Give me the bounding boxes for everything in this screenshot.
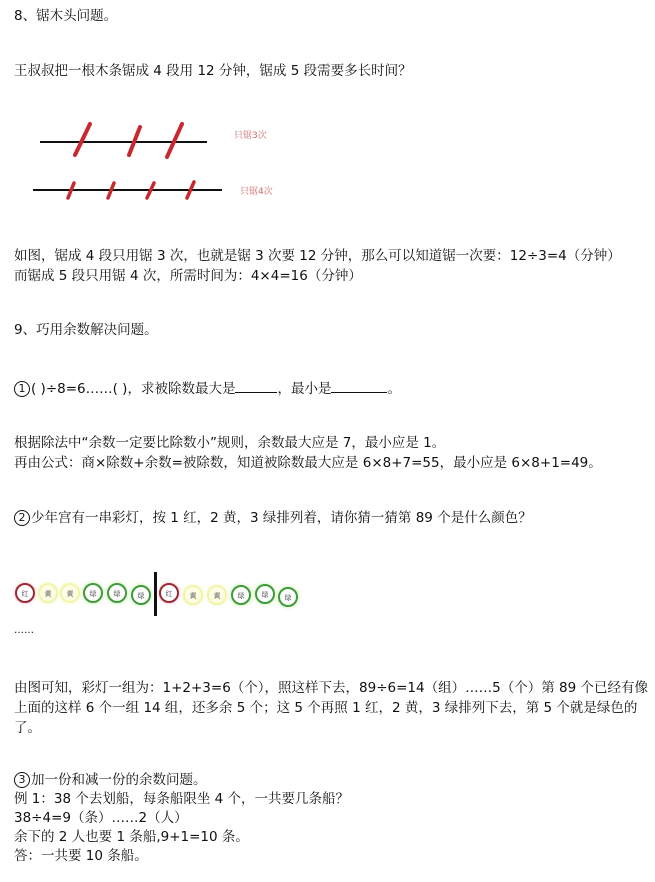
section-8-question: 王叔叔把一根木条锯成 4 段用 12 分钟，锯成 5 段需要多长时间？ (14, 63, 412, 79)
lantern-10-green: 绿 (231, 585, 251, 605)
part-2-explanation-line-3: 了。 (14, 720, 41, 736)
part-3-line-1: 例 1：38 个去划船，每条船限坐 4 个，一共要几条船？ (14, 791, 350, 807)
circled-number-3: 3 (14, 772, 30, 788)
part-1-question (14, 378, 401, 399)
lantern-4-green: 绿 (83, 583, 103, 603)
part-3-line-4: 答：一共要 10 条船。 (14, 848, 148, 864)
part-3-title (14, 770, 207, 790)
lantern-ellipsis: …… (14, 625, 34, 636)
part-1-text-b: ，最小是 (277, 381, 332, 397)
part-3-line-3: 余下的 2 人也要 1 条船,9+1=10 条。 (14, 829, 249, 845)
lantern-sequence-diagram (12, 577, 312, 619)
section-8-explanation-line-2: 而锯成 5 段只用锯 4 次，所需时间为：4×4=16（分钟） (14, 268, 362, 284)
saw-diagram (30, 118, 300, 208)
section-9-title: 9、巧用余数解决问题。 (14, 322, 158, 338)
part-3-line-2: 38÷4=9（条）……2（人） (14, 810, 188, 826)
lantern-2-yellow: 黄 (38, 583, 58, 603)
circled-number-2: 2 (14, 510, 30, 526)
part-1-text-a: ( )÷8=6……( )，求被除数最大是 (31, 381, 236, 397)
lantern-6-green: 绿 (131, 585, 151, 605)
lantern-5-green: 绿 (107, 583, 127, 603)
min-dividend-blank (331, 378, 387, 393)
lantern-9-yellow: 黄 (207, 585, 227, 605)
lantern-12-green: 绿 (278, 587, 298, 607)
circled-number-1: 1 (14, 381, 30, 397)
part-1-explanation-line-2: 再由公式：商×除数+余数=被除数，知道被除数最大应是 6×8+7=55，最小应是 6×8+1=49。 (14, 455, 602, 471)
lantern-3-yellow: 黄 (60, 583, 80, 603)
lantern-11-green: 绿 (255, 584, 275, 604)
max-dividend-blank (235, 378, 277, 393)
part-2-explanation-line-1: 由图可知，彩灯一组为：1+2+3=6（个），照这样下去，89÷6=14（组）……5（个）第 89 个已经有像 (14, 680, 648, 696)
lantern-1-red: 红 (15, 583, 35, 603)
part-1-text-c: 。 (387, 381, 401, 397)
lantern-8-yellow: 黄 (183, 585, 203, 605)
part-2-question (14, 508, 532, 528)
lantern-7-red: 红 (159, 583, 179, 603)
group-divider (154, 572, 157, 616)
part-2-question-text: 少年宫有一串彩灯，按 1 红，2 黄，3 绿排列着，请你猜一猜第 89 个是什么颜色？ (31, 510, 532, 526)
section-8-title: 8、锯木头问题。 (14, 8, 118, 24)
saw-label-3-cuts: 只锯3次 (234, 131, 267, 141)
saw-label-4-cuts: 只锯4次 (240, 187, 273, 197)
part-2-explanation-line-2: 上面的这样 6 个一组 14 组，还多余 5 个；这 5 个再照 1 红，2 黄，3 绿排列下去，第 5 个就是绿色的 (14, 700, 638, 716)
part-1-explanation-line-1: 根据除法中“余数一定要比除数小”规则，余数最大应是 7，最小应是 1。 (14, 435, 446, 451)
section-8-explanation-line-1: 如图，锯成 4 段只用锯 3 次，也就是锯 3 次要 12 分钟，那么可以知道锯一次要：12÷3=4（分钟） (14, 248, 621, 264)
part-3-title-text: 加一份和减一份的余数问题。 (31, 772, 207, 788)
